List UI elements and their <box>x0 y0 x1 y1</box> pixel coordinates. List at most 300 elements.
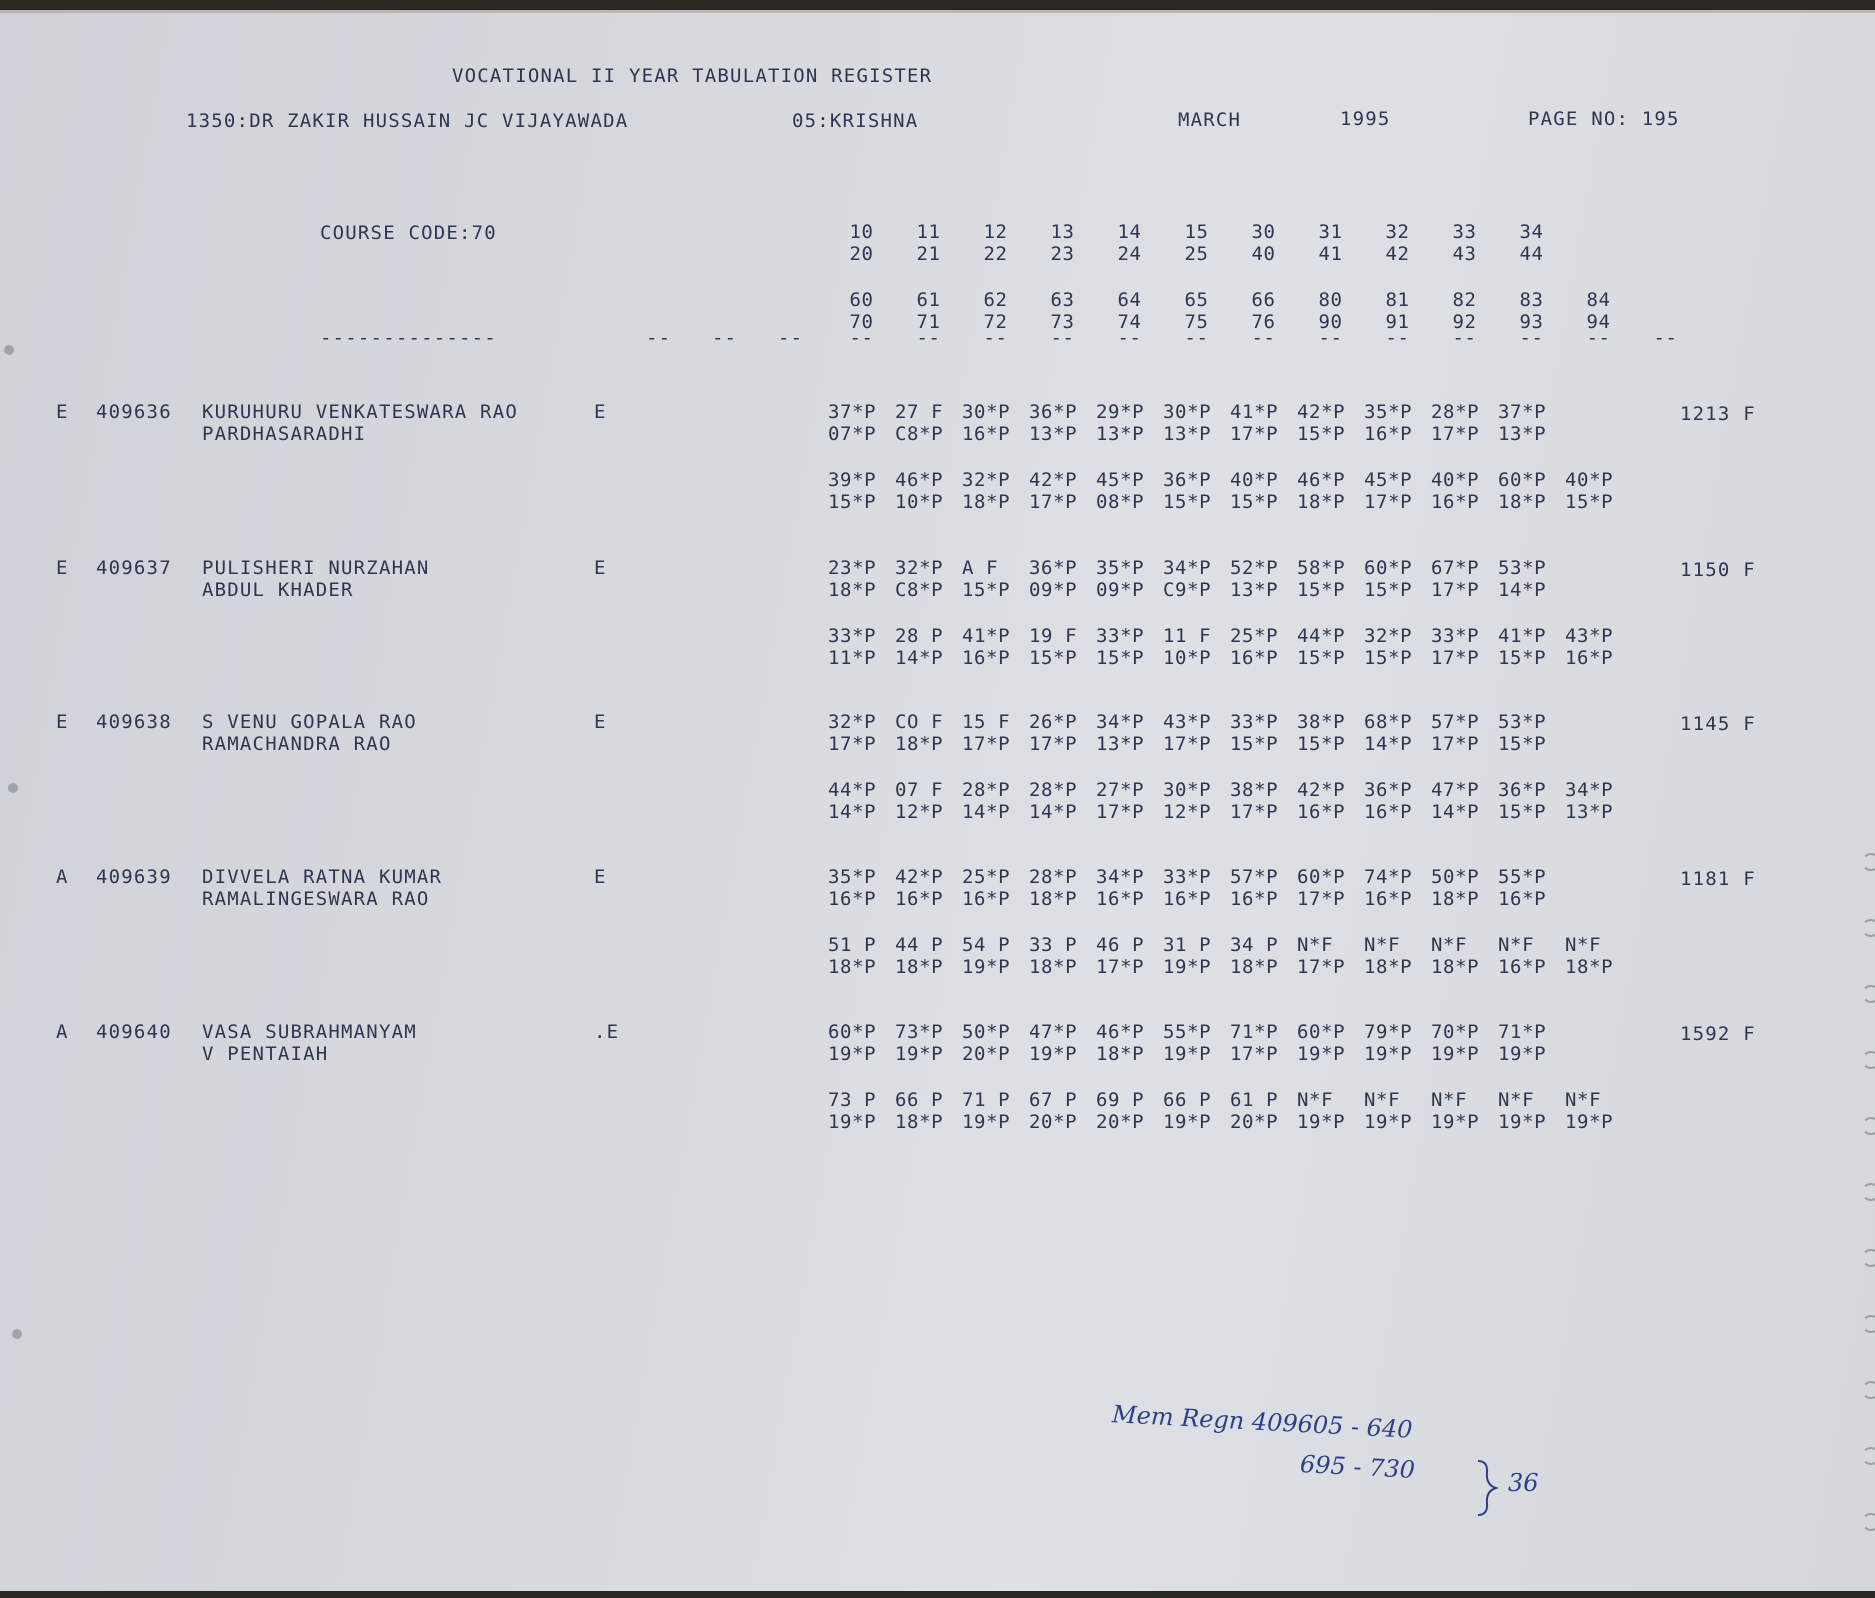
subject-mark: 67 P <box>1029 1089 1078 1111</box>
subject-mark: 47*P <box>1431 779 1480 801</box>
subject-code: 92 <box>1452 311 1477 333</box>
subject-code: 32 <box>1385 221 1410 243</box>
subject-mark: 71 P <box>962 1089 1011 1111</box>
subject-mark: 19*P <box>895 1043 944 1065</box>
total-marks: 1592 F <box>1680 1023 1756 1045</box>
marks-row <box>828 956 1632 978</box>
subject-mark: 18*P <box>1431 956 1480 978</box>
subject-mark: 46*P <box>1096 1021 1145 1043</box>
subject-mark: 68*P <box>1364 711 1413 733</box>
subject-mark: 28*P <box>1431 401 1480 423</box>
subject-mark: 15*P <box>1364 647 1413 669</box>
subject-mark: 20*P <box>1096 1111 1145 1133</box>
subject-mark: 17*P <box>1230 1043 1279 1065</box>
subject-mark: 20*P <box>1029 1111 1078 1133</box>
subject-mark: 34*P <box>1096 866 1145 888</box>
handwritten-note-line-1: Mem Regn 409605 - 640 <box>1111 1400 1414 1444</box>
subject-mark: 16*P <box>1431 491 1480 513</box>
subject-mark: 17*P <box>962 733 1011 755</box>
student-name: PULISHERI NURZAHAN <box>202 557 430 579</box>
subject-mark: 09*P <box>1096 579 1145 601</box>
exam-year: 1995 <box>1340 108 1391 130</box>
subject-code: 34 <box>1519 221 1544 243</box>
student-name: S VENU GOPALA RAO <box>202 711 417 733</box>
subject-mark: 08*P <box>1096 491 1145 513</box>
binding-ring <box>1862 853 1875 871</box>
marks-row <box>828 733 1565 755</box>
subject-mark: 73*P <box>895 1021 944 1043</box>
subject-mark: 19*P <box>828 1043 877 1065</box>
subject-code: 25 <box>1184 243 1209 265</box>
subject-mark: 18*P <box>1096 1043 1145 1065</box>
subject-mark: A F <box>962 557 999 579</box>
marks-row <box>828 579 1565 601</box>
subject-mark: 42*P <box>895 866 944 888</box>
subject-code: 94 <box>1586 311 1611 333</box>
subject-mark: 17*P <box>1029 733 1078 755</box>
subject-mark: 53*P <box>1498 711 1547 733</box>
subject-mark: 19*P <box>1364 1111 1413 1133</box>
subject-mark: C8*P <box>895 423 944 445</box>
subject-code: 64 <box>1117 289 1142 311</box>
subject-mark: 25*P <box>962 866 1011 888</box>
subject-mark: 17*P <box>1297 888 1346 910</box>
language-code: .E <box>594 1021 620 1043</box>
handwritten-count: 36 <box>1508 1469 1539 1497</box>
subject-mark: 16*P <box>1498 888 1547 910</box>
subject-mark: 19*P <box>1163 1111 1212 1133</box>
marks-row <box>828 1111 1632 1133</box>
hall-ticket-number: 409640 <box>96 1021 172 1043</box>
binding-ring <box>1862 1315 1875 1333</box>
subject-mark: 18*P <box>1364 956 1413 978</box>
subject-mark: 57*P <box>1230 866 1279 888</box>
subject-mark: 14*P <box>962 801 1011 823</box>
subject-mark: 16*P <box>1297 801 1346 823</box>
subject-mark: 53*P <box>1498 557 1547 579</box>
subject-mark: 39*P <box>828 469 877 491</box>
subject-mark: 50*P <box>962 1021 1011 1043</box>
subject-code: 43 <box>1452 243 1477 265</box>
subject-mark: 13*P <box>1565 801 1614 823</box>
subject-code: 90 <box>1318 311 1343 333</box>
subject-mark: 34*P <box>1565 779 1614 801</box>
subject-mark: 33 P <box>1029 934 1078 956</box>
subject-mark: 18*P <box>1297 491 1346 513</box>
subject-mark: 13*P <box>1029 423 1078 445</box>
subject-code: 65 <box>1184 289 1209 311</box>
subject-mark: 19*P <box>1163 1043 1212 1065</box>
subject-mark: 79*P <box>1364 1021 1413 1043</box>
subject-code: 84 <box>1586 289 1611 311</box>
subject-mark: 07 F <box>895 779 944 801</box>
subject-mark: 43*P <box>1163 711 1212 733</box>
subject-mark: 12*P <box>1163 801 1212 823</box>
college-name: 1350:DR ZAKIR HUSSAIN JC VIJAYAWADA <box>186 110 629 132</box>
subject-code: 71 <box>916 311 941 333</box>
subject-mark: 16*P <box>962 647 1011 669</box>
subject-mark: 15*P <box>1364 579 1413 601</box>
subject-mark: 17*P <box>1230 801 1279 823</box>
subject-mark: 74*P <box>1364 866 1413 888</box>
subject-mark: 15*P <box>1498 801 1547 823</box>
subject-mark: 69 P <box>1096 1089 1145 1111</box>
subject-mark: 52*P <box>1230 557 1279 579</box>
binding-ring <box>1862 1249 1875 1267</box>
subject-code: 93 <box>1519 311 1544 333</box>
separator-short: -- <box>1586 327 1611 349</box>
subject-mark: N*F <box>1565 934 1602 956</box>
subject-mark: 16*P <box>828 888 877 910</box>
subject-codes-row-3 <box>828 289 1632 311</box>
subject-code: 23 <box>1050 243 1075 265</box>
subject-mark: 40*P <box>1230 469 1279 491</box>
subject-mark: 15*P <box>1096 647 1145 669</box>
subject-code: 62 <box>983 289 1008 311</box>
subject-code: 15 <box>1184 221 1209 243</box>
subject-mark: 33*P <box>828 625 877 647</box>
subject-mark: N*F <box>1364 934 1401 956</box>
subject-code: 74 <box>1117 311 1142 333</box>
subject-code: 10 <box>849 221 874 243</box>
hall-ticket-number: 409639 <box>96 866 172 888</box>
separator-short: -- <box>983 327 1008 349</box>
subject-mark: 14*P <box>1029 801 1078 823</box>
student-name: KURUHURU VENKATESWARA RAO <box>202 401 518 423</box>
separator-short: -- <box>849 327 874 349</box>
binding-ring <box>1862 1117 1875 1135</box>
subject-mark: 15*P <box>1297 647 1346 669</box>
subject-mark: 28 P <box>895 625 944 647</box>
subject-mark: 18*P <box>1565 956 1614 978</box>
subject-mark: 46 P <box>1096 934 1145 956</box>
father-name: RAMALINGESWARA RAO <box>202 888 430 910</box>
subject-mark: 18*P <box>1029 888 1078 910</box>
subject-mark: 15*P <box>1230 491 1279 513</box>
binding-ring <box>1862 1381 1875 1399</box>
subject-mark: 35*P <box>828 866 877 888</box>
marks-row <box>828 423 1565 445</box>
subject-mark: 19*P <box>962 1111 1011 1133</box>
medium-code: E <box>56 401 69 423</box>
subject-mark: 17*P <box>1297 956 1346 978</box>
subject-code: 40 <box>1251 243 1276 265</box>
subject-mark: 14*P <box>1431 801 1480 823</box>
student-name: DIVVELA RATNA KUMAR <box>202 866 443 888</box>
marks-row <box>828 557 1565 579</box>
subject-mark: 33*P <box>1431 625 1480 647</box>
subject-mark: 18*P <box>1498 491 1547 513</box>
hall-ticket-number: 409638 <box>96 711 172 733</box>
subject-mark: 15*P <box>1029 647 1078 669</box>
language-code: E <box>594 711 607 733</box>
subject-code: 80 <box>1318 289 1343 311</box>
subject-mark: 18*P <box>828 956 877 978</box>
subject-mark: 19*P <box>828 1111 877 1133</box>
subject-code: 91 <box>1385 311 1410 333</box>
subject-mark: 16*P <box>1230 647 1279 669</box>
marks-row <box>828 647 1632 669</box>
marks-row <box>828 888 1565 910</box>
subject-mark: 29*P <box>1096 401 1145 423</box>
subject-codes-row-2 <box>828 243 1565 265</box>
language-code: E <box>594 557 607 579</box>
subject-code: 11 <box>916 221 941 243</box>
subject-mark: 47*P <box>1029 1021 1078 1043</box>
subject-mark: 15*P <box>1498 647 1547 669</box>
subject-mark: 27 F <box>895 401 944 423</box>
subject-mark: 55*P <box>1163 1021 1212 1043</box>
separator-short: -- <box>1117 327 1142 349</box>
subject-mark: 17*P <box>1230 423 1279 445</box>
subject-mark: 32*P <box>1364 625 1413 647</box>
subject-mark: 19*P <box>1431 1043 1480 1065</box>
subject-mark: 16*P <box>1364 801 1413 823</box>
subject-mark: 16*P <box>1230 888 1279 910</box>
total-marks: 1145 F <box>1680 713 1756 735</box>
subject-mark: 17*P <box>1364 491 1413 513</box>
subject-mark: 45*P <box>1364 469 1413 491</box>
subject-mark: 46*P <box>895 469 944 491</box>
subject-mark: 32*P <box>828 711 877 733</box>
subject-mark: 33*P <box>1096 625 1145 647</box>
subject-mark: 17*P <box>828 733 877 755</box>
subject-mark: 60*P <box>1297 1021 1346 1043</box>
separator-short: -- <box>1519 327 1544 349</box>
subject-code: 13 <box>1050 221 1075 243</box>
subject-mark: 15 F <box>962 711 1011 733</box>
separator-short: -- <box>1251 327 1276 349</box>
subject-mark: 19*P <box>1431 1111 1480 1133</box>
subject-mark: 18*P <box>962 491 1011 513</box>
subject-code: 31 <box>1318 221 1343 243</box>
subject-code: 66 <box>1251 289 1276 311</box>
subject-mark: 18*P <box>1029 956 1078 978</box>
marks-row <box>828 711 1565 733</box>
subject-mark: 37*P <box>1498 401 1547 423</box>
subject-mark: 11 F <box>1163 625 1212 647</box>
subject-mark: 15*P <box>1565 491 1614 513</box>
subject-mark: 15*P <box>1230 733 1279 755</box>
subject-mark: 15*P <box>828 491 877 513</box>
subject-mark: 19*P <box>1297 1111 1346 1133</box>
subject-mark: 17*P <box>1431 423 1480 445</box>
student-name: VASA SUBRAHMANYAM <box>202 1021 417 1043</box>
subject-mark: N*F <box>1498 934 1535 956</box>
subject-mark: 71*P <box>1230 1021 1279 1043</box>
medium-code: A <box>56 866 69 888</box>
subject-mark: 46*P <box>1297 469 1346 491</box>
subject-mark: 44*P <box>828 779 877 801</box>
subject-code: 30 <box>1251 221 1276 243</box>
subject-code: 70 <box>849 311 874 333</box>
subject-mark: 40*P <box>1431 469 1480 491</box>
subject-mark: 14*P <box>828 801 877 823</box>
marks-row <box>828 1089 1632 1111</box>
subject-code: 14 <box>1117 221 1142 243</box>
subject-mark: 18*P <box>1230 956 1279 978</box>
subject-mark: 34 P <box>1230 934 1279 956</box>
subject-mark: 13*P <box>1163 423 1212 445</box>
subject-mark: 34*P <box>1096 711 1145 733</box>
subject-mark: 16*P <box>1498 956 1547 978</box>
subject-mark: 58*P <box>1297 557 1346 579</box>
subject-mark: 19*P <box>1364 1043 1413 1065</box>
subject-code: 44 <box>1519 243 1544 265</box>
subject-mark: 73 P <box>828 1089 877 1111</box>
separator-short: -- <box>646 327 672 349</box>
subject-mark: 18*P <box>1431 888 1480 910</box>
subject-code: 82 <box>1452 289 1477 311</box>
subject-mark: 18*P <box>828 579 877 601</box>
subject-mark: 40*P <box>1565 469 1614 491</box>
subject-mark: 16*P <box>1163 888 1212 910</box>
subject-mark: 16*P <box>962 423 1011 445</box>
subject-mark: 41*P <box>1498 625 1547 647</box>
subject-mark: 18*P <box>895 733 944 755</box>
total-marks: 1181 F <box>1680 868 1756 890</box>
marks-row <box>828 401 1565 423</box>
subject-mark: 71*P <box>1498 1021 1547 1043</box>
subject-mark: 57*P <box>1431 711 1480 733</box>
subject-mark: 15*P <box>1163 491 1212 513</box>
subject-mark: 60*P <box>828 1021 877 1043</box>
subject-code: 81 <box>1385 289 1410 311</box>
subject-mark: 41*P <box>962 625 1011 647</box>
subject-mark: 44 P <box>895 934 944 956</box>
subject-mark: 19*P <box>1297 1043 1346 1065</box>
subject-mark: 15*P <box>1297 733 1346 755</box>
subject-code: 21 <box>916 243 941 265</box>
subject-mark: CO F <box>895 711 944 733</box>
subject-mark: 34*P <box>1163 557 1212 579</box>
binding-ring <box>1862 1183 1875 1201</box>
handwritten-note-line-2: 695 - 730 <box>1299 1450 1416 1484</box>
subject-mark: 42*P <box>1029 469 1078 491</box>
subject-mark: 43*P <box>1565 625 1614 647</box>
separator-short: -- <box>1184 327 1209 349</box>
medium-code: A <box>56 1021 69 1043</box>
subject-mark: 55*P <box>1498 866 1547 888</box>
subject-mark: 20*P <box>1230 1111 1279 1133</box>
subject-mark: N*F <box>1431 1089 1468 1111</box>
subject-mark: 38*P <box>1297 711 1346 733</box>
subject-mark: 16*P <box>1364 888 1413 910</box>
hall-ticket-number: 409637 <box>96 557 172 579</box>
separator-short: -- <box>712 327 738 349</box>
subject-mark: 31 P <box>1163 934 1212 956</box>
subject-mark: 36*P <box>1029 401 1078 423</box>
subject-mark: 16*P <box>962 888 1011 910</box>
father-name: RAMACHANDRA RAO <box>202 733 392 755</box>
separator-row <box>828 327 1699 349</box>
course-code: COURSE CODE:70 <box>320 222 497 244</box>
punch-hole <box>12 1329 22 1339</box>
subject-mark: 30*P <box>962 401 1011 423</box>
hall-ticket-number: 409636 <box>96 401 172 423</box>
subject-mark: N*F <box>1364 1089 1401 1111</box>
language-code: E <box>594 401 607 423</box>
marks-row <box>828 625 1632 647</box>
subject-mark: 17*P <box>1096 801 1145 823</box>
subject-mark: 42*P <box>1297 401 1346 423</box>
subject-mark: 67*P <box>1431 557 1480 579</box>
subject-mark: 35*P <box>1096 557 1145 579</box>
subject-mark: 15*P <box>962 579 1011 601</box>
subject-mark: 60*P <box>1498 469 1547 491</box>
subject-mark: 14*P <box>1498 579 1547 601</box>
subject-mark: 10*P <box>1163 647 1212 669</box>
punch-hole <box>8 783 18 793</box>
subject-mark: 19*P <box>962 956 1011 978</box>
subject-mark: 38*P <box>1230 779 1279 801</box>
subject-code: 72 <box>983 311 1008 333</box>
subject-mark: 41*P <box>1230 401 1279 423</box>
subject-mark: 23*P <box>828 557 877 579</box>
subject-mark: 16*P <box>1565 647 1614 669</box>
subject-mark: 17*P <box>1096 956 1145 978</box>
separator-long: -------------- <box>320 327 497 349</box>
subject-mark: 33*P <box>1163 866 1212 888</box>
subject-mark: 66 P <box>1163 1089 1212 1111</box>
subject-code: 83 <box>1519 289 1544 311</box>
subject-mark: 32*P <box>895 557 944 579</box>
subject-mark: 30*P <box>1163 779 1212 801</box>
subject-mark: N*F <box>1297 934 1334 956</box>
subject-mark: 28*P <box>1029 779 1078 801</box>
register-title: VOCATIONAL II YEAR TABULATION REGISTER <box>452 65 933 87</box>
subject-mark: 42*P <box>1297 779 1346 801</box>
subject-mark: 51 P <box>828 934 877 956</box>
subject-mark: 13*P <box>1096 733 1145 755</box>
subject-code: 60 <box>849 289 874 311</box>
subject-mark: C8*P <box>895 579 944 601</box>
subject-mark: 44*P <box>1297 625 1346 647</box>
subject-code: 20 <box>849 243 874 265</box>
subject-code: 73 <box>1050 311 1075 333</box>
father-name: V PENTAIAH <box>202 1043 329 1065</box>
register-page <box>0 10 1875 1591</box>
marks-row <box>828 491 1632 513</box>
subject-code: 12 <box>983 221 1008 243</box>
subject-mark: 19*P <box>1498 1043 1547 1065</box>
subject-mark: 19*P <box>1029 1043 1078 1065</box>
subject-mark: 32*P <box>962 469 1011 491</box>
subject-mark: 70*P <box>1431 1021 1480 1043</box>
subject-mark: 36*P <box>1029 557 1078 579</box>
binding-ring <box>1862 919 1875 937</box>
subject-mark: N*F <box>1565 1089 1602 1111</box>
subject-mark: 14*P <box>895 647 944 669</box>
marks-row <box>828 469 1632 491</box>
separator-short: -- <box>916 327 941 349</box>
subject-mark: 17*P <box>1431 733 1480 755</box>
subject-mark: 45*P <box>1096 469 1145 491</box>
subject-code: 76 <box>1251 311 1276 333</box>
binding-ring <box>1862 985 1875 1003</box>
marks-row <box>828 934 1632 956</box>
subject-mark: 30*P <box>1163 401 1212 423</box>
subject-mark: 36*P <box>1163 469 1212 491</box>
subject-mark: 19*P <box>1565 1111 1614 1133</box>
medium-code: E <box>56 557 69 579</box>
subject-mark: 09*P <box>1029 579 1078 601</box>
subject-mark: 13*P <box>1096 423 1145 445</box>
subject-code: 75 <box>1184 311 1209 333</box>
subject-mark: 16*P <box>1364 423 1413 445</box>
marks-row <box>828 1021 1565 1043</box>
subject-codes-row-1 <box>828 221 1565 243</box>
